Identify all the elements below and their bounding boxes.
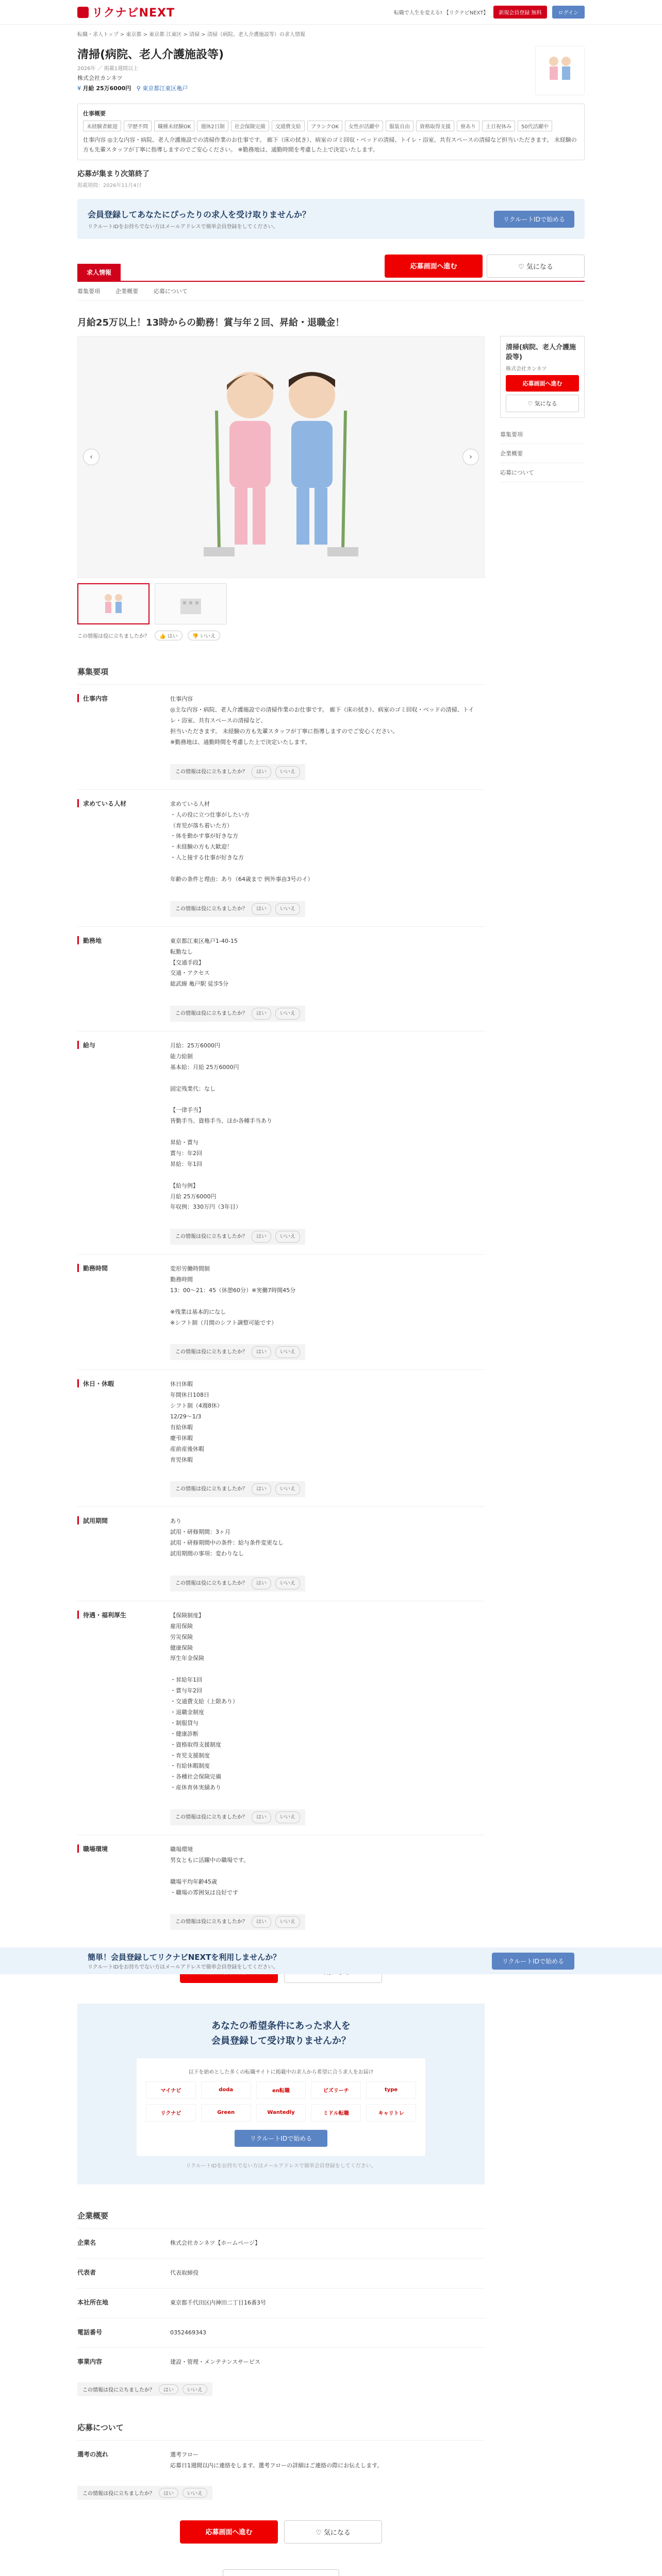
promo-signup-button[interactable]: リクルートIDで始める — [235, 2130, 327, 2147]
row-helpful: この情報は役に立ちましたか？ はい いいえ — [170, 764, 305, 780]
signup-banner — [77, 199, 585, 239]
row-helpful: この情報は役に立ちましたか？ はい いいえ — [170, 1481, 305, 1497]
logo-mark-icon — [77, 7, 89, 18]
row-value: 休日休暇 年間休日108日 シフト制（4週8休） 12/29～1/3 有給休暇 慶弔休暇 産前産後休暇 育児休暇 — [170, 1381, 223, 1463]
helpful-yes-button[interactable]: はい — [252, 1483, 271, 1495]
sidebar-link-apply[interactable]: 応募について — [500, 463, 585, 482]
footer-links — [77, 2569, 485, 2576]
sidebar-links — [500, 425, 585, 482]
company-row: 事業内容 建設・管理・メンテナンスサービス — [77, 2347, 485, 2377]
helpful-no-button[interactable]: 👎 いいえ — [188, 631, 221, 640]
tag: 50代活躍中 — [518, 121, 552, 131]
login-button[interactable]: ログイン — [552, 6, 585, 19]
anchor-company[interactable]: 企業概要 — [115, 288, 138, 295]
job-summary: 仕事内容 ◎主な内容・病院、老人介護施設での清掃作業のお仕事です。 廊下（床の拭き）、病室のゴミ回収・ベッドの清掃、トイレ・浴室、共有スペースの清掃など担当いただきます。 未経験の方も先輩スタッフが丁寧に指導しますのでご安心ください。 ※勤務地は、通勤時間を考慮した上で決定いたします。 — [83, 137, 577, 153]
job-illustration — [535, 46, 585, 95]
banner-signup-button[interactable]: リクルートIDで始める — [494, 211, 574, 228]
partner-logo: type — [366, 2081, 416, 2099]
helpful-yes-button[interactable]: はい — [159, 2488, 178, 2498]
anchor-recruit[interactable]: 募集要項 — [77, 288, 100, 295]
row-label: 勤務時間 — [77, 1264, 170, 1272]
helpful-no-button[interactable]: いいえ — [275, 1483, 300, 1495]
sidebar — [500, 336, 585, 2576]
apply-button[interactable]: 応募画面へ進む — [385, 255, 483, 278]
partner-logo: マイナビ — [146, 2081, 196, 2099]
next-arrow-icon[interactable]: › — [462, 449, 479, 465]
deadline: 応募が集まり次第終了 — [77, 170, 150, 179]
tag: 職種未経験OK — [154, 121, 194, 131]
helpful-no-button[interactable]: いいえ — [275, 1811, 300, 1823]
prev-arrow-icon[interactable]: ‹ — [83, 449, 100, 465]
row-value: 職場環境 男女ともに活躍中の職場です。 職場平均年齢45歳 ・職場の雰囲気は良好です — [170, 1845, 250, 1896]
apply-button-final[interactable]: 応募画面へ進む — [180, 2520, 278, 2544]
features-box — [77, 104, 585, 160]
row-label: 仕事内容 — [77, 694, 170, 702]
banner-sub: リクルートIDをお持ちでない方はメールアドレスで簡単会員登録をしてください。 — [88, 224, 278, 230]
helpful-yes-button[interactable]: はい — [252, 903, 271, 915]
helpful-no-button[interactable]: いいえ — [275, 1346, 300, 1358]
sidebar-title: 清掃(病院、老人介護施設等) — [506, 344, 576, 362]
partner-logo: Wantedly — [256, 2104, 306, 2122]
partner-logo: リクナビ — [146, 2104, 196, 2122]
cleaners-illustration — [173, 349, 389, 565]
promo-card — [137, 2058, 425, 2156]
apply-section-title: 応募について — [77, 2423, 124, 2433]
recruit-row-hours — [77, 1254, 485, 1369]
tag: ブランクOK — [307, 121, 342, 131]
helpful-no-button[interactable]: いいえ — [275, 1578, 300, 1589]
row-value: 【保険制度】 雇用保険 労災保険 健康保険 厚生年金保険 ・昇給年1回 ・賞与年2回 ・交通費支給（上限あり） ・退職金制度 ・制服貸与 ・健康診断 ・資格取得支援制度 ・育児支援制度 ・有給休暇制度 ・各種社会保険完備 ・産休育休実績あり — [170, 1612, 238, 1791]
sticky-signup-bar — [0, 1947, 662, 1974]
company-row: 代表者 代表取締役 — [77, 2258, 485, 2288]
tag: 週休2日制 — [197, 121, 228, 131]
tag: 学歴不問 — [124, 121, 152, 131]
partner-logo: ミドル転職 — [311, 2104, 361, 2122]
sidebar-link-recruit[interactable]: 募集要項 — [500, 425, 585, 444]
row-helpful: この情報は役に立ちましたか？ はい いいえ — [170, 1229, 305, 1245]
tag: 寮あり — [457, 121, 479, 131]
helpful-no-button[interactable]: いいえ — [275, 1231, 300, 1243]
recruit-section-title: 募集要項 — [77, 667, 109, 677]
row-value: 求めている人材 ・人の役に立つ仕事がしたい方 （育児が落ち着いた方） ・体を動かす事が好きな方 ・未経験の方も大歓迎！ ・人と接する仕事が好きな方 年齢の条件と理由：あり（64歳まで 例外事由3号のイ） — [170, 800, 313, 883]
breadcrumb[interactable]: 転職・求人トップ > 東京都 > 東京都 江東区 > 清掃 > 清掃（病院、老人介護施設等）の求人情報 — [77, 32, 305, 38]
partner-logo: en転職 — [256, 2081, 306, 2099]
job-meta: 2026年 ／ 掲載1週間以上 — [77, 66, 139, 72]
thumbnail-strip — [77, 583, 485, 624]
sidebar-company: 株式会社カンネツ — [506, 366, 547, 372]
helpful-yes-button[interactable]: はい — [252, 766, 271, 778]
signup-button[interactable]: 新規会員登録 無料 — [493, 6, 547, 19]
partner-logo: Green — [201, 2104, 251, 2122]
tag: 未経験者歓迎 — [83, 121, 121, 131]
row-value: あり 試用・研修期間：3ヶ月 試用・研修期間中の条件：給与条件変更なし 試用期間の事項：変わりなし — [170, 1518, 284, 1557]
row-label: 待遇・福利厚生 — [77, 1611, 170, 1619]
anchor-apply[interactable]: 応募について — [154, 288, 188, 295]
tag: 女性が活躍中 — [345, 121, 383, 131]
row-value: 変形労働時間制 勤務時間 13：00～21：45（休憩60分）※実働7時間45分 ※残業は基本的になし ※シフト制（月間のシフト調整可能です） — [170, 1265, 296, 1326]
helpful-question: この情報は役に立ちましたか？ — [77, 634, 150, 640]
helpful-no-button[interactable]: いいえ — [183, 2384, 207, 2394]
tag: 服装自由 — [386, 121, 413, 131]
tab-job-info[interactable]: 求人情報 — [77, 264, 121, 281]
sidebar-apply-button[interactable]: 応募画面へ進む — [506, 375, 579, 392]
tag: 交通費支給 — [272, 121, 305, 131]
row-value: 東京都江東区亀戸1-40-15 転勤なし 【交通手段】 交通・アクセス 総武線 亀戸駅 徒歩5分 — [170, 937, 238, 988]
thumbnail-2[interactable] — [155, 583, 227, 624]
row-helpful: この情報は役に立ちましたか？ はい いいえ — [170, 1344, 305, 1360]
tag: 社会保険完備 — [231, 121, 269, 131]
row-value: 仕事内容 ◎主な内容・病院、老人介護施設での清掃作業のお仕事です。 廊下（床の拭き）、病室のゴミ回収・ベッドの清掃、トイレ・浴室、共有スペースの清掃など、 担当いただきます。 未経験の方も先輩スタッフが丁寧に指導しますのでご安心ください。 ※勤務地は、通勤時間を考慮した上で決定いたします。 — [170, 696, 474, 745]
helpful-yes-button[interactable]: はい — [252, 1008, 271, 1020]
sidebar-favorite-button[interactable]: ♡ 気になる — [506, 395, 579, 412]
apply-helpful: この情報は役に立ちましたか？ はい いいえ — [77, 2486, 212, 2500]
row-value: 月給：25万6000円 能力給制 基本給：月給 25万6000円 固定残業代：なし 【一律手当】 皆勤手当、資格手当、ほか各種手当あり 昇給・賞与 賞与：年2回 昇給：年1回 【給与例】 月給 25万6000円 年収例：330万円（3年目） — [170, 1042, 272, 1211]
favorite-button[interactable]: ♡ 気になる — [487, 255, 585, 278]
top-bar — [0, 0, 662, 25]
helpful-yes-button[interactable]: 👍 はい — [155, 631, 183, 640]
posted-period: 掲載期間：2026年11月4日 — [77, 183, 142, 189]
helpful-no-button[interactable]: いいえ — [275, 766, 300, 778]
row-label: 勤務地 — [77, 936, 170, 944]
location-value: 東京都江東区亀戸 — [142, 85, 188, 92]
row-helpful: この情報は役に立ちましたか？ はい いいえ — [170, 1575, 305, 1591]
helpful-no-button[interactable]: いいえ — [183, 2488, 207, 2498]
anchor-nav — [77, 282, 585, 301]
row-label: 休日・休暇 — [77, 1379, 170, 1387]
job-title: 清掃(病院、老人介護施設等) — [77, 48, 224, 61]
row-label: 試用期間 — [77, 1516, 170, 1524]
row-helpful: この情報は役に立ちましたか？ はい いいえ — [170, 1914, 305, 1930]
sidebar-card — [500, 336, 585, 418]
company-table — [77, 2228, 485, 2377]
final-actions — [77, 2520, 485, 2544]
catch-copy: 月給25万以上！13時からの勤務！賞与年２回、昇給・退職金！ — [77, 317, 345, 329]
helpful-yes-button[interactable]: はい — [252, 1346, 271, 1358]
helpful-yes-button[interactable]: はい — [252, 1811, 271, 1823]
helpful-no-button[interactable]: いいえ — [275, 1916, 300, 1928]
favorite-button-final[interactable]: ♡ 気になる — [284, 2520, 382, 2544]
helpful-yes-button[interactable]: はい — [252, 1231, 271, 1243]
promo-foot: リクルートIDをお持ちでない方はメールアドレスで簡単会員登録をしてください。 — [186, 2163, 376, 2169]
promo-section — [77, 2004, 485, 2184]
hero-image — [77, 336, 485, 578]
promo-title: あなたの希望条件にあった求人を 会員登録して受け取りませんか？ — [211, 2021, 351, 2047]
banner-title: 会員登録してあなたにぴったりの求人を受け取りませんか？ — [88, 210, 311, 220]
helpful-no-button[interactable]: いいえ — [275, 1008, 300, 1020]
helpful-yes-button[interactable]: はい — [159, 2384, 178, 2394]
row-helpful: この情報は役に立ちましたか？ はい いいえ — [170, 901, 305, 917]
apply-row: 選考の流れ 選考フロー 応募日1週間以内に連絡をします。選考フローの詳細はご連絡の際にお伝えします。 — [77, 2440, 485, 2481]
thumbnail-1[interactable] — [77, 583, 150, 624]
row-helpful: この情報は役に立ちましたか？ はい いいえ — [170, 1809, 305, 1825]
partner-logos — [146, 2081, 416, 2122]
sticky-sub: リクルートIDをお持ちでない方はメールアドレスで簡単会員登録をしてください。 — [88, 1964, 278, 1970]
row-helpful: この情報は役に立ちましたか？ はい いいえ — [170, 1006, 305, 1022]
company-section-title: 企業概要 — [77, 2211, 109, 2221]
company-row: 電話番号 0352469343 — [77, 2318, 485, 2348]
recruit-row-benefits — [77, 1601, 485, 1835]
tag-list — [83, 121, 579, 131]
recruit-row-trial — [77, 1506, 485, 1600]
helpful-yes-button[interactable]: はい — [252, 1916, 271, 1928]
partner-logo: ビズリーチ — [311, 2081, 361, 2099]
sidebar-link-company[interactable]: 企業概要 — [500, 444, 585, 463]
sticky-title: 簡単！会員登録してリクナビNEXTを利用しませんか？ — [88, 1953, 281, 1962]
recruit-row-environment — [77, 1835, 485, 1939]
helpful-feedback — [77, 631, 485, 640]
sub-nav — [77, 249, 585, 282]
tag: 資格取得支援 — [416, 121, 454, 131]
recruit-row-location — [77, 926, 485, 1031]
promo-card-text: 以下を始めとした多くの転職サイトに掲載中の求人から希望に合う求人をお届け — [188, 2069, 374, 2075]
company-row: 企業名 株式会社カンネツ【ホームページ】 — [77, 2228, 485, 2258]
recruit-row-salary — [77, 1031, 485, 1254]
site-logo[interactable] — [77, 4, 175, 20]
row-label: 給与 — [77, 1041, 170, 1049]
yen-icon: ¥ — [77, 85, 81, 92]
salary-location — [77, 84, 224, 92]
salary-value: 月給 25万6000円 — [82, 85, 131, 92]
view-job-button[interactable] — [223, 2569, 339, 2576]
company-helpful: この情報は役に立ちましたか？ はい いいえ — [77, 2382, 212, 2396]
recruit-row-job — [77, 684, 485, 789]
features-title: 仕事概要 — [83, 110, 106, 117]
partner-logo: doda — [201, 2081, 251, 2099]
logo-text: リクナビNEXT — [92, 7, 175, 20]
company-name[interactable]: 株式会社カンネツ — [77, 75, 123, 81]
recruit-row-holidays — [77, 1369, 485, 1506]
row-label: 職場環境 — [77, 1844, 170, 1853]
location-pin-icon: ⚲ — [136, 85, 141, 92]
helpful-no-button[interactable]: いいえ — [275, 903, 300, 915]
partner-logo: キャリトレ — [366, 2104, 416, 2122]
tag: 土日祝休み — [482, 121, 515, 131]
sticky-signup-button[interactable]: リクルートIDで始める — [492, 1953, 574, 1970]
job-header — [77, 43, 585, 98]
recruit-row-talent — [77, 789, 485, 926]
company-row: 本社所在地 東京都千代田区内神田二丁目16番3号 — [77, 2288, 485, 2318]
apply-table — [77, 2440, 485, 2481]
helpful-yes-button[interactable]: はい — [252, 1578, 271, 1589]
row-label: 求めている人材 — [77, 799, 170, 807]
header-notice: 転職で人生を変える! 【リクナビNEXT】 — [393, 10, 489, 16]
